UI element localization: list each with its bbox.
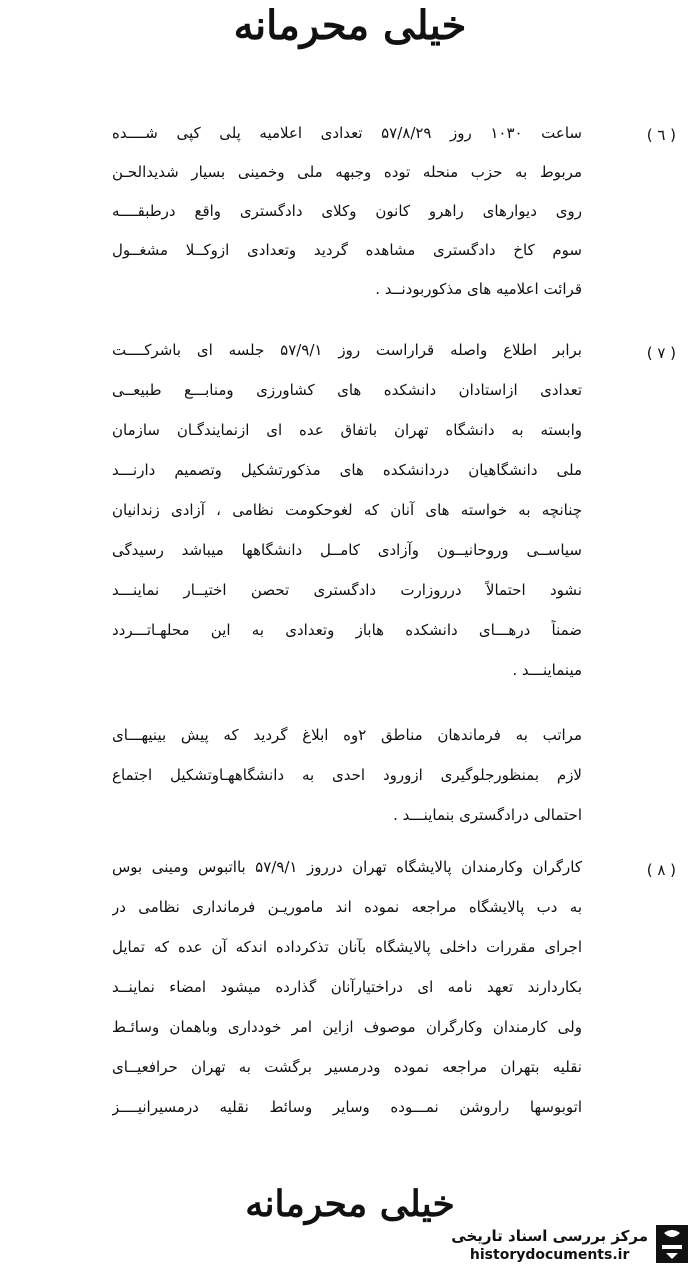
paragraph-line: روی دیوارهای راهرو کانون وکلای دادگستری واقع درطبقــــه — [112, 202, 582, 220]
paragraph-item-6 — [112, 123, 582, 299]
item-number-6: ( ٦ ) — [646, 126, 676, 144]
paragraph-line: نقلیه بتهران مراجعه نموده ودرمسیر برگشت به تهران حرافعیــای — [112, 1058, 582, 1076]
paragraph-item-7 — [112, 340, 582, 680]
paragraph-line: برابر اطلاع واصله قراراست روز ۵۷/۹/۱ جلسه ای باشرکــــت — [112, 341, 582, 359]
paragraph-item-8 — [112, 857, 582, 1117]
paragraph-line: ولی کارمندان وکارگران موصوف ازاین امر خودداری وباهمان وسائـط — [112, 1018, 582, 1036]
watermark — [451, 1227, 648, 1263]
watermark-title: مرکز بررسی اسناد تاریخی — [451, 1227, 648, 1245]
item-number-8: ( ٨ ) — [646, 861, 676, 879]
paragraph-line: ملی دانشگاهیان دردانشکده های مذکورتشکیل وتصمیم دارنـــد — [112, 461, 582, 479]
paragraph-line: کارگران وکارمندان پالایشگاه تهران درروز ۵۷/۹/۱ بااتبوس ومینی بوس — [112, 858, 582, 876]
paragraph-line: مربوط به حزب منحله توده وجبهه ملی وخمینی بسیار شدیدالحـن — [112, 163, 582, 181]
paragraph-line: بکاردارند تعهد نامه ای دراختیارآنان گذارده میشود امضاء نماینــد — [112, 978, 582, 996]
paragraph-line: ضمناً درهـــای دانشکده هاباز وتعدادی به این محلهـاتـــردد — [112, 621, 582, 639]
watermark-url: historydocuments.ir — [469, 1247, 630, 1263]
classification-stamp-bottom: خیلی محرمانه — [245, 1183, 455, 1225]
paragraph-line: مراتب به فرماندهان مناطق ۲وه ابلاغ گردید که پیش بینیهـــای — [112, 726, 582, 744]
paragraph-line: وابسته به دانشگاه تهران باتفاق عده ای ازنمایندگـان سازمان — [112, 421, 582, 439]
classification-stamp-top: خیلی محرمانه — [233, 2, 467, 49]
paragraph-line: سوم کاخ دادگستری مشاهده گردید وتعدادی ازوکــلا مشغــول — [112, 241, 582, 259]
paragraph-line: لازم بمنظورجلوگیری ازورود احدی به دانشگاههـاوتشکیل اجتماع — [112, 766, 582, 784]
paragraph-line: چنانچه به خواسته های آنان که لغوحکومت نظامی ، آزادی زندانیان — [112, 501, 582, 519]
paragraph-line: تعدادی ازاستادان دانشکده های کشاورزی ومنابـــع طبیعــی — [112, 381, 582, 399]
paragraph-line: نشود احتمالاً درروزارت دادگستری تحصن اختیــار نماینـــد — [112, 581, 582, 599]
item-number-7: ( ٧ ) — [646, 344, 676, 362]
paragraph-line: قرائت اعلامیه های مذکوربودنــد . — [375, 280, 582, 298]
archive-logo-icon — [650, 1221, 694, 1267]
paragraph-line: مینماینـــد . — [512, 661, 582, 679]
paragraph-line: به دب پالایشگاه مراجعه نموده اند ماموریـن فرمانداری نظامی در — [112, 898, 582, 916]
paragraph-line: ساعت ۱۰۳۰ روز ۵۷/۸/۲۹ تعدادی اعلامیه پلی کپی شــــده — [112, 124, 582, 142]
paragraph-followup — [112, 725, 582, 825]
paragraph-line: سیاســی وروحانیــون وآزادی کامــل دانشگاهها میباشد رسیدگی — [112, 541, 582, 559]
paragraph-line: اجرای مقررات داخلی پالایشگاه بآنان تذکرداده اندکه آن عده که تمایل — [112, 938, 582, 956]
paragraph-line: احتمالی درادگستری بنماینـــد . — [393, 806, 582, 824]
paragraph-line: اتوبوسها راروشن نمـــوده وسایر وسائط نقلیه درمسیرانیــــز — [112, 1098, 582, 1116]
